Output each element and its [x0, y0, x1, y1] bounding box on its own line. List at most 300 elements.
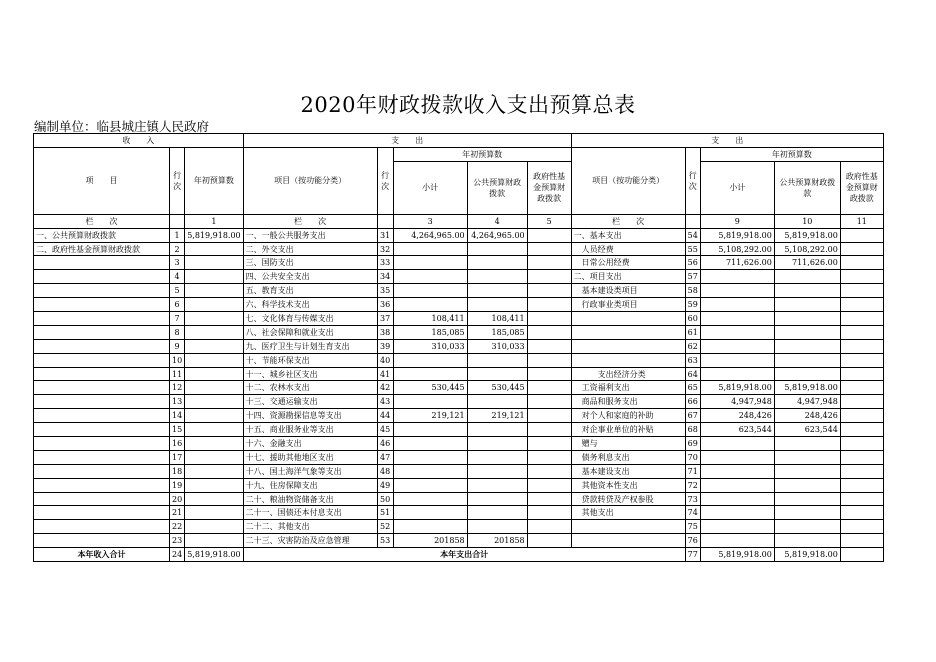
income-header: 收 入 — [34, 134, 244, 148]
econ-public — [774, 339, 840, 353]
econ-item — [571, 325, 685, 339]
func-public — [467, 437, 527, 451]
func-row: 52 — [377, 520, 393, 534]
econ-gov-fund — [840, 270, 883, 284]
func-item: 十八、国土海洋气象等支出 — [243, 464, 377, 478]
econ-gov-fund — [840, 534, 883, 548]
func-public — [467, 284, 527, 298]
income-row: 20 — [170, 492, 185, 506]
income-value — [185, 381, 243, 395]
econ-item: 对企事业单位的补贴 — [571, 423, 685, 437]
econ-row: 76 — [685, 534, 700, 548]
income-row: 18 — [170, 464, 185, 478]
func-subtotal — [393, 395, 467, 409]
econ-item: 其他支出 — [571, 506, 685, 520]
func-subtotal — [393, 423, 467, 437]
table-row — [34, 395, 884, 409]
income-value — [185, 534, 243, 548]
econ-row: 59 — [685, 298, 700, 312]
col-number: 10 — [774, 214, 840, 228]
func-gov-fund — [527, 367, 571, 381]
econ-gov-fund — [840, 478, 883, 492]
income-value — [185, 325, 243, 339]
income-value — [185, 478, 243, 492]
econ-row: 62 — [685, 339, 700, 353]
annual-header-2: 年初预算数 — [700, 147, 883, 161]
econ-public — [774, 312, 840, 326]
func-public — [467, 270, 527, 284]
income-row: 12 — [170, 381, 185, 395]
func-row: 48 — [377, 464, 393, 478]
func-public — [467, 492, 527, 506]
income-item — [34, 353, 170, 367]
table-row — [34, 367, 884, 381]
income-item — [34, 256, 170, 270]
econ-public — [774, 298, 840, 312]
econ-subtotal — [700, 478, 774, 492]
econ-gov-fund — [840, 450, 883, 464]
income-row: 13 — [170, 395, 185, 409]
func-gov-fund — [527, 353, 571, 367]
func-item: 八、社会保障和就业支出 — [243, 325, 377, 339]
func-item: 四、公共安全支出 — [243, 270, 377, 284]
income-item — [34, 506, 170, 520]
func-public: 310,033 — [467, 339, 527, 353]
econ-item: 一、基本支出 — [571, 228, 685, 242]
expense-total-public: 5,819,918.00 — [774, 548, 840, 562]
func-row: 50 — [377, 492, 393, 506]
econ-public: 711,626.00 — [774, 256, 840, 270]
func-public — [467, 478, 527, 492]
econ-subtotal — [700, 492, 774, 506]
col-number: 11 — [840, 214, 883, 228]
func-subtotal — [393, 353, 467, 367]
econ-public — [774, 353, 840, 367]
econ-public — [774, 367, 840, 381]
func-item: 十、节能环保支出 — [243, 353, 377, 367]
income-item — [34, 312, 170, 326]
func-row: 45 — [377, 423, 393, 437]
func-gov-fund — [527, 464, 571, 478]
func-gov-fund — [527, 228, 571, 242]
econ-public: 248,426 — [774, 409, 840, 423]
func-row: 43 — [377, 395, 393, 409]
econ-subtotal: 5,108,292.00 — [700, 242, 774, 256]
func-row: 51 — [377, 506, 393, 520]
income-item — [34, 464, 170, 478]
econ-subtotal — [700, 520, 774, 534]
econ-gov-fund — [840, 339, 883, 353]
func-gov-fund — [527, 409, 571, 423]
table-row — [34, 437, 884, 451]
income-row: 21 — [170, 506, 185, 520]
econ-item — [571, 520, 685, 534]
econ-public — [774, 437, 840, 451]
func-subtotal — [393, 506, 467, 520]
func-gov-fund — [527, 437, 571, 451]
func-public — [467, 506, 527, 520]
econ-item: 人员经费 — [571, 242, 685, 256]
econ-row: 74 — [685, 506, 700, 520]
econ-item: 二、项目支出 — [571, 270, 685, 284]
col-number: 9 — [700, 214, 774, 228]
func-subtotal — [393, 367, 467, 381]
income-value — [185, 450, 243, 464]
income-value — [185, 242, 243, 256]
item-header: 项 目 — [34, 147, 170, 214]
compiling-unit: 编制单位：临县城庄镇人民政府 — [34, 119, 210, 134]
econ-gov-fund — [840, 367, 883, 381]
col-number: 1 — [185, 214, 243, 228]
income-total-label: 本年收入合计 — [34, 548, 170, 562]
table-row — [34, 464, 884, 478]
econ-subtotal — [700, 270, 774, 284]
econ-item: 行政事业类项目 — [571, 298, 685, 312]
econ-public — [774, 464, 840, 478]
func-gov-fund — [527, 478, 571, 492]
econ-gov-fund — [840, 437, 883, 451]
func-gov-fund — [527, 256, 571, 270]
func-gov-fund — [527, 520, 571, 534]
income-row: 6 — [170, 298, 185, 312]
econ-gov-fund — [840, 242, 883, 256]
income-item — [34, 492, 170, 506]
econ-subtotal — [700, 534, 774, 548]
econ-item: 商品和服务支出 — [571, 395, 685, 409]
econ-row: 73 — [685, 492, 700, 506]
income-value — [185, 423, 243, 437]
econ-public: 5,819,918.00 — [774, 381, 840, 395]
econ-item — [571, 312, 685, 326]
row-header-2: 行次 — [377, 147, 393, 214]
func-item: 十三、交通运输支出 — [243, 395, 377, 409]
income-value — [185, 395, 243, 409]
econ-item: 基本建设类项目 — [571, 284, 685, 298]
func-item: 二十三、灾害防治及应急管理 — [243, 534, 377, 548]
func-row: 49 — [377, 478, 393, 492]
econ-gov-fund — [840, 325, 883, 339]
func-item: 十六、金融支出 — [243, 437, 377, 451]
table-row — [34, 506, 884, 520]
income-item — [34, 478, 170, 492]
func-row: 44 — [377, 409, 393, 423]
table-row — [34, 353, 884, 367]
func-gov-fund — [527, 534, 571, 548]
func-item: 二十一、国债还本付息支出 — [243, 506, 377, 520]
econ-gov-fund — [840, 409, 883, 423]
econ-gov-fund — [840, 256, 883, 270]
econ-gov-fund — [840, 284, 883, 298]
econ-subtotal — [700, 450, 774, 464]
income-row: 23 — [170, 534, 185, 548]
subtotal-header-2: 小计 — [700, 161, 774, 214]
econ-gov-fund — [840, 395, 883, 409]
income-value — [185, 464, 243, 478]
econ-subtotal — [700, 464, 774, 478]
econ-item: 对个人和家庭的补助 — [571, 409, 685, 423]
econ-gov-fund — [840, 298, 883, 312]
table-row — [34, 423, 884, 437]
income-item — [34, 381, 170, 395]
econ-subtotal — [700, 298, 774, 312]
func-row: 46 — [377, 437, 393, 451]
econ-row: 70 — [685, 450, 700, 464]
func-public — [467, 520, 527, 534]
income-row: 17 — [170, 450, 185, 464]
income-value — [185, 298, 243, 312]
func-item: 十四、资源勘探信息等支出 — [243, 409, 377, 423]
econ-row: 69 — [685, 437, 700, 451]
income-row: 3 — [170, 256, 185, 270]
income-row: 11 — [170, 367, 185, 381]
econ-public — [774, 534, 840, 548]
econ-item: 债务利息支出 — [571, 450, 685, 464]
func-gov-fund — [527, 423, 571, 437]
income-row: 7 — [170, 312, 185, 326]
econ-row: 54 — [685, 228, 700, 242]
econ-subtotal — [700, 325, 774, 339]
econ-gov-fund — [840, 381, 883, 395]
econ-public — [774, 506, 840, 520]
table-row — [34, 325, 884, 339]
func-item: 六、科学技术支出 — [243, 298, 377, 312]
func-public — [467, 298, 527, 312]
func-item: 二十二、其他支出 — [243, 520, 377, 534]
income-item — [34, 534, 170, 548]
func-subtotal: 185,085 — [393, 325, 467, 339]
table-row — [34, 242, 884, 256]
econ-item — [571, 339, 685, 353]
econ-row: 66 — [685, 395, 700, 409]
income-row: 22 — [170, 520, 185, 534]
income-row: 1 — [170, 228, 185, 242]
econ-item: 贷款转贷及产权参股 — [571, 492, 685, 506]
econ-item — [571, 353, 685, 367]
expense-total-row: 77 — [685, 548, 700, 562]
annual-budget-header: 年初预算数 — [185, 147, 243, 214]
row-header-3: 行次 — [685, 147, 700, 214]
func-gov-fund — [527, 492, 571, 506]
func-gov-fund — [527, 242, 571, 256]
table-row — [34, 256, 884, 270]
func-subtotal — [393, 437, 467, 451]
func-subtotal — [393, 256, 467, 270]
econ-public — [774, 270, 840, 284]
table-row — [34, 298, 884, 312]
expense-total-subtotal: 5,819,918.00 — [700, 548, 774, 562]
func-row: 42 — [377, 381, 393, 395]
income-item — [34, 395, 170, 409]
income-total-row: 24 — [170, 548, 185, 562]
income-value — [185, 506, 243, 520]
econ-gov-fund — [840, 228, 883, 242]
table-row — [34, 450, 884, 464]
public-budget-header: 公共预算财政拨款 — [467, 161, 527, 214]
func-subtotal — [393, 492, 467, 506]
func-item: 十一、城乡社区支出 — [243, 367, 377, 381]
table-row — [34, 409, 884, 423]
table-row — [34, 492, 884, 506]
econ-public — [774, 284, 840, 298]
func-row: 32 — [377, 242, 393, 256]
gov-fund-header-2: 政府性基金预算财政拨款 — [840, 161, 883, 214]
econ-row: 72 — [685, 478, 700, 492]
func-item: 三、国防支出 — [243, 256, 377, 270]
table-row — [34, 534, 884, 548]
table-row — [34, 381, 884, 395]
econ-public — [774, 325, 840, 339]
econ-subtotal: 5,819,918.00 — [700, 381, 774, 395]
income-value — [185, 437, 243, 451]
func-row: 37 — [377, 312, 393, 326]
func-public — [467, 256, 527, 270]
func-public: 4,264,965.00 — [467, 228, 527, 242]
func-subtotal — [393, 284, 467, 298]
expense-total-label: 本年支出合计 — [243, 548, 685, 562]
econ-item: 赠与 — [571, 437, 685, 451]
table-row — [34, 520, 884, 534]
income-value — [185, 520, 243, 534]
func-subtotal — [393, 520, 467, 534]
econ-subtotal — [700, 339, 774, 353]
econ-subtotal: 623,544 — [700, 423, 774, 437]
income-row: 9 — [170, 339, 185, 353]
row-header: 行次 — [170, 147, 185, 214]
func-row: 36 — [377, 298, 393, 312]
func-item: 十七、援助其他地区支出 — [243, 450, 377, 464]
func-row: 39 — [377, 339, 393, 353]
econ-public: 623,544 — [774, 423, 840, 437]
func-gov-fund — [527, 270, 571, 284]
income-item — [34, 367, 170, 381]
econ-subtotal — [700, 284, 774, 298]
annual-header: 年初预算数 — [393, 147, 571, 161]
col-number: 5 — [527, 214, 571, 228]
econ-row: 63 — [685, 353, 700, 367]
public-budget-header-2: 公共预算财政拨款 — [774, 161, 840, 214]
income-value — [185, 256, 243, 270]
econ-row: 64 — [685, 367, 700, 381]
econ-subtotal — [700, 437, 774, 451]
expense-header: 支 出 — [243, 134, 571, 148]
econ-item: 基本建设支出 — [571, 464, 685, 478]
table-row — [34, 270, 884, 284]
page-title: 2020年财政拨款收入支出预算总表 — [300, 93, 636, 117]
econ-row: 56 — [685, 256, 700, 270]
income-item — [34, 520, 170, 534]
econ-subtotal: 711,626.00 — [700, 256, 774, 270]
func-item: 五、教育支出 — [243, 284, 377, 298]
func-subtotal: 530,445 — [393, 381, 467, 395]
econ-public — [774, 478, 840, 492]
econ-public: 5,108,292.00 — [774, 242, 840, 256]
econ-item: 其他资本性支出 — [571, 478, 685, 492]
econ-gov-fund — [840, 423, 883, 437]
income-item — [34, 325, 170, 339]
func-public: 530,445 — [467, 381, 527, 395]
func-gov-fund — [527, 339, 571, 353]
econ-row: 58 — [685, 284, 700, 298]
func-item: 七、文化体育与传媒支出 — [243, 312, 377, 326]
func-gov-fund — [527, 395, 571, 409]
income-row: 5 — [170, 284, 185, 298]
econ-subtotal — [700, 312, 774, 326]
income-row: 10 — [170, 353, 185, 367]
income-row: 14 — [170, 409, 185, 423]
table-row — [34, 312, 884, 326]
func-public — [467, 242, 527, 256]
func-gov-fund — [527, 450, 571, 464]
func-public — [467, 353, 527, 367]
income-value — [185, 284, 243, 298]
income-item — [34, 437, 170, 451]
income-value — [185, 339, 243, 353]
func-public: 185,085 — [467, 325, 527, 339]
func-subtotal: 310,033 — [393, 339, 467, 353]
func-subtotal — [393, 450, 467, 464]
econ-gov-fund — [840, 520, 883, 534]
income-row: 16 — [170, 437, 185, 451]
income-value — [185, 270, 243, 284]
econ-item: 支出经济分类 — [571, 367, 685, 381]
income-item: 二、政府性基金预算财政拨款 — [34, 242, 170, 256]
func-public — [467, 395, 527, 409]
func-subtotal: 108,411 — [393, 312, 467, 326]
func-item: 二、外交支出 — [243, 242, 377, 256]
income-item — [34, 450, 170, 464]
income-item — [34, 298, 170, 312]
income-item — [34, 409, 170, 423]
func-subtotal: 4,264,965.00 — [393, 228, 467, 242]
expense-header-2: 支 出 — [571, 134, 883, 148]
func-subtotal: 219,121 — [393, 409, 467, 423]
econ-gov-fund — [840, 312, 883, 326]
func-row: 47 — [377, 450, 393, 464]
econ-row: 55 — [685, 242, 700, 256]
income-value — [185, 409, 243, 423]
budget-table — [33, 133, 884, 562]
income-item — [34, 284, 170, 298]
gov-fund-header: 政府性基金预算财政拨款 — [527, 161, 571, 214]
func-subtotal — [393, 298, 467, 312]
income-row: 8 — [170, 325, 185, 339]
func-public — [467, 450, 527, 464]
col-label-2: 栏 次 — [243, 214, 377, 228]
econ-gov-fund — [840, 353, 883, 367]
econ-item-header: 项目（按功能分类） — [571, 147, 685, 214]
func-row: 31 — [377, 228, 393, 242]
econ-public — [774, 520, 840, 534]
func-row: 34 — [377, 270, 393, 284]
func-gov-fund — [527, 506, 571, 520]
col-number: 3 — [393, 214, 467, 228]
income-value — [185, 367, 243, 381]
func-gov-fund — [527, 312, 571, 326]
func-subtotal: 201858 — [393, 534, 467, 548]
econ-subtotal — [700, 367, 774, 381]
econ-gov-fund — [840, 464, 883, 478]
table-row — [34, 478, 884, 492]
income-item — [34, 423, 170, 437]
econ-gov-fund — [840, 492, 883, 506]
income-value: 5,819,918.00 — [185, 228, 243, 242]
func-subtotal — [393, 478, 467, 492]
func-public — [467, 464, 527, 478]
func-public: 201858 — [467, 534, 527, 548]
func-row: 33 — [377, 256, 393, 270]
econ-public — [774, 450, 840, 464]
func-item-header: 项目（按功能分类） — [243, 147, 377, 214]
